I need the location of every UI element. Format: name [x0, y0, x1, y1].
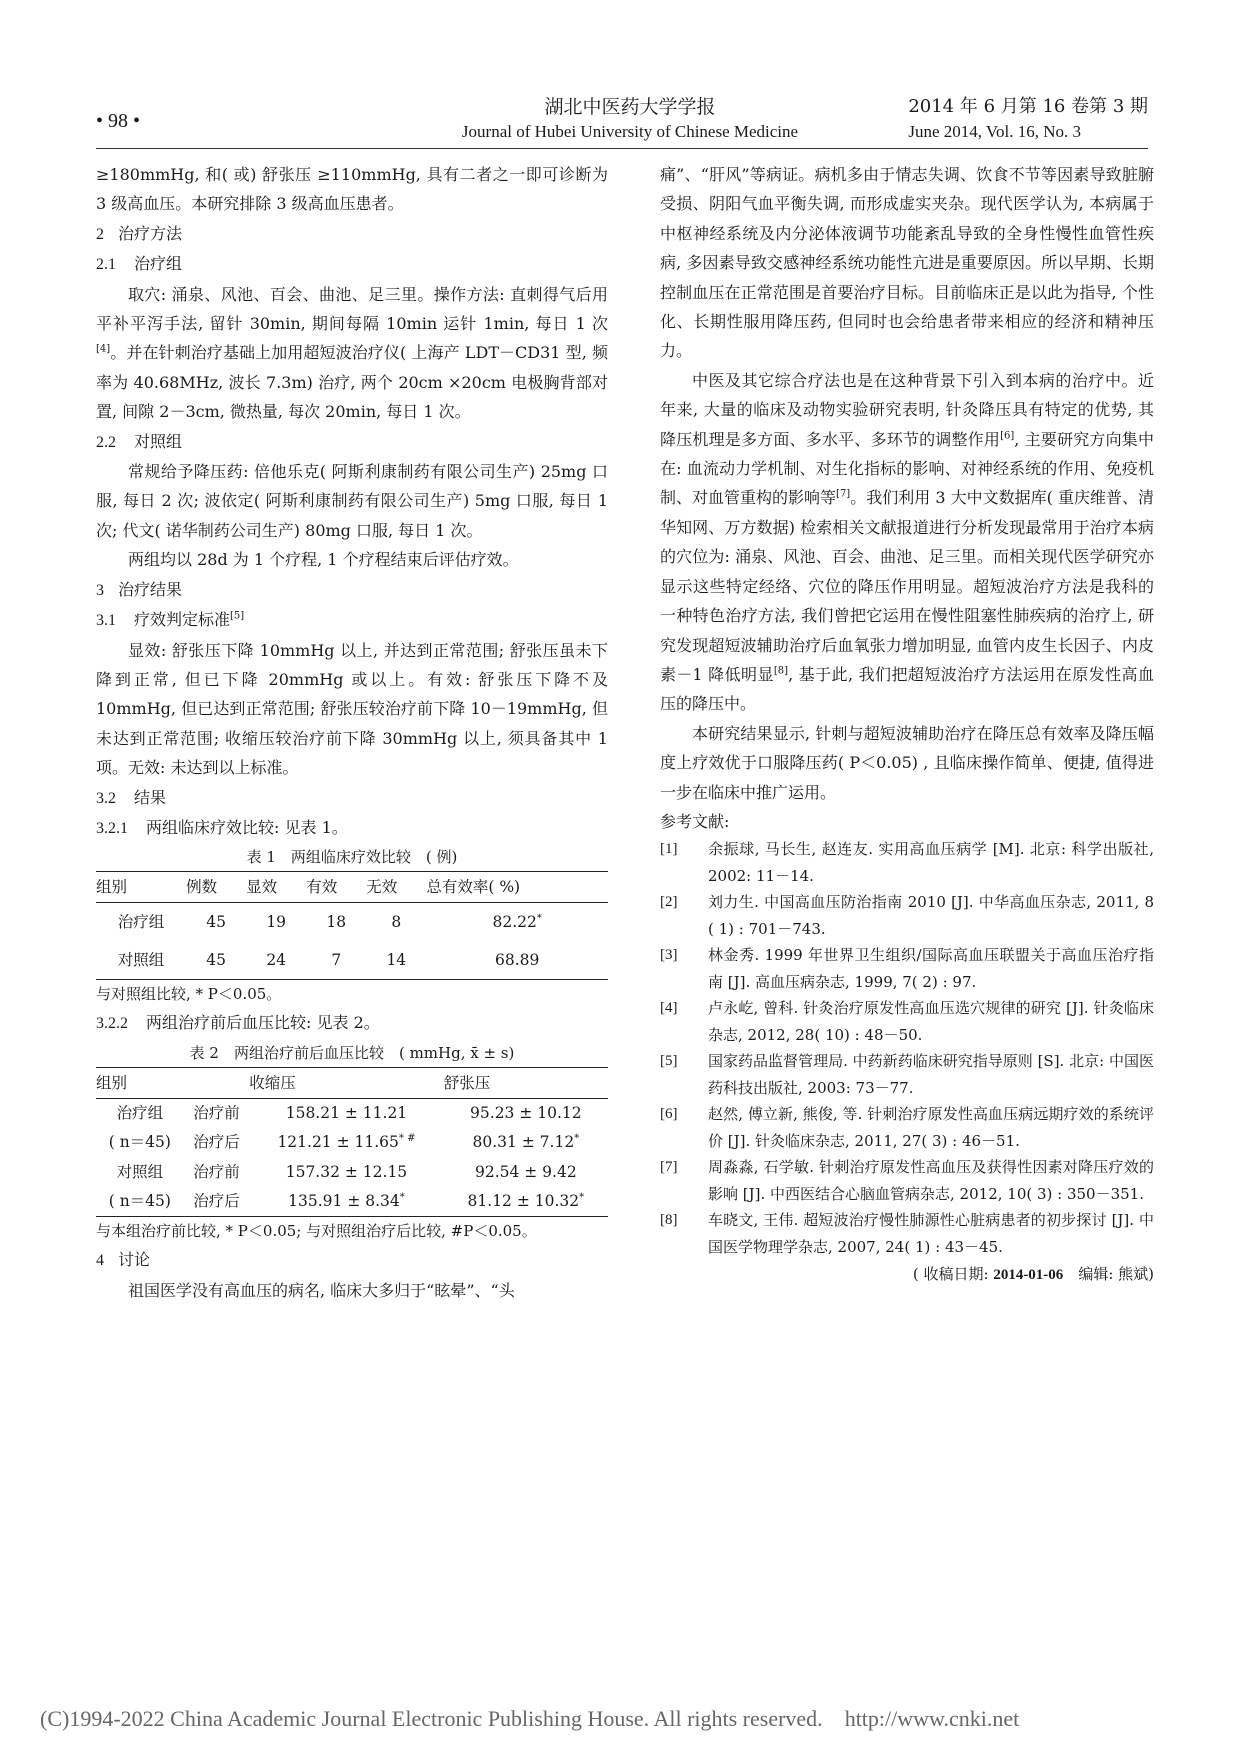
table-cell: 治疗组 [117, 912, 165, 931]
section-4-heading [96, 1245, 608, 1275]
section-number: 3 [96, 581, 104, 599]
table-2-note: 与本组治疗前比较, * P＜0.05; 与对照组治疗后比较, #P＜0.05。 [96, 1222, 537, 1241]
cell-value: 135.91 ± 8.34 [288, 1191, 400, 1210]
table-cell [444, 1158, 608, 1187]
section-number: 3.2 [96, 789, 116, 807]
references-title: 参考文献: [660, 811, 730, 831]
section-number: 3.2.1 [96, 819, 128, 837]
editor-info: 编辑: 熊斌) [1063, 1265, 1154, 1284]
intro-paragraph: ≥180mmHg, 和( 或) 舒张压 ≥110mmHg, 具有二者之一即可诊断为 3 级高血压。本研究排除 3 级高血压患者。 [96, 165, 608, 214]
table-cell: ( n＝45) [108, 1133, 171, 1152]
copyright-footer [40, 1706, 1019, 1732]
table-row [96, 903, 608, 942]
text-span: , 主要研究方向集中在: 血流动力学机制、对生化指标的影响、对神经系统的作用、免疫机制、对血管重构的影响等 [660, 429, 1154, 508]
table-header-cell: 有效 [306, 872, 366, 903]
table-cell [426, 941, 608, 980]
reference-item [660, 1207, 1154, 1260]
tcm-therapy-paragraph [660, 366, 1154, 719]
section-title: 两组治疗前后血压比较: 见表 2。 [146, 1013, 380, 1033]
table-cell: 治疗后 [184, 1187, 250, 1217]
table-cell: 治疗前 [193, 1162, 240, 1181]
section-2-1-heading [96, 249, 608, 279]
text-span: 中医及其它综合疗法也是在这种背景下引入到本病的治疗中。近年来, 大量的临床及动物实验研究表明, 针灸降压具有特定的优势, 其降压机理是多方面、多水平、多环节的调整作用 [660, 370, 1154, 449]
table-cell [444, 1187, 608, 1217]
course-paragraph: 两组均以 28d 为 1 个疗程, 1 个疗程结束后评估疗效。 [128, 550, 519, 570]
table-row [96, 1187, 608, 1217]
section-2-2-heading [96, 427, 608, 457]
significance-mark: * # [398, 1133, 416, 1144]
reference-text: 林金秀. 1999 年世界卫生组织/国际高血压联盟关于高血压治疗指南 [J]. 高血压病杂志, 1999, 7( 2) : 97. [708, 946, 1154, 991]
table-header-cell [184, 1067, 250, 1098]
table-cell [249, 1128, 443, 1157]
table-header-cell: 舒张压 [444, 1067, 608, 1098]
section-title: 治疗组 [134, 254, 183, 274]
text-span: 取穴: 涌泉、风池、百会、曲池、足三里。操作方法: 直刺得气后用平补平泻手法, 留针 30min, 期间每隔 10min 运针 1min, 每日 1 次 [96, 284, 608, 334]
section-title: 对照组 [134, 431, 183, 451]
section-title: 两组临床疗效比较: 见表 1。 [146, 817, 348, 837]
citation: [7] [836, 489, 851, 501]
section-title: 讨论 [118, 1250, 151, 1270]
table-row [96, 1098, 608, 1128]
significance-mark: * [574, 1133, 580, 1144]
cell-value: 81.12 ± 10.32 [467, 1191, 580, 1210]
table-cell: 对照组 [96, 941, 186, 980]
text-span: 。并在针刺治疗基础上加用超短波治疗仪( 上海产 LDT－CD31 型, 频率为 40.68MHz, 波长 7.3m) 治疗, 两个 20cm ×20cm 电极胸背部对置, 间隙 2－3cm, 微热量, 每次 20min, 每日 1 次。 [96, 343, 608, 422]
section-3-2-1-heading [96, 813, 608, 843]
section-title: 结果 [134, 787, 167, 807]
table-cell: 治疗后 [193, 1133, 240, 1152]
table-cell: 治疗组 [116, 1103, 164, 1122]
reference-number: [2] [660, 894, 678, 911]
table-cell [444, 1128, 608, 1157]
section-3-heading [96, 575, 608, 605]
text-span: 。我们利用 3 大中文数据库( 重庆维普、清华知网、万方数据) 检索相关文献报道进行分析发现最常用于治疗本病的穴位为: 涌泉、风池、百会、曲池、足三里。而相关现代医学研究亦显示这些特定经络、穴位的降压作用明显。超短波治疗方法是我科的一种特色治疗方法, 我们曾把它运用在慢性阻塞性肺疾病的治疗上, 研究发现超短波辅助治疗后血氧张力增加明显, 血管内皮生长因子、内皮素－1 降低明显 [660, 488, 1154, 684]
table-header-cell: 显效 [246, 872, 306, 903]
cell-value: 95.23 ± 10.12 [470, 1103, 582, 1122]
treatment-group-paragraph [96, 280, 608, 427]
journal-title-en: Journal of Hubei University of Chinese Medicine [461, 122, 799, 141]
reference-number: [3] [660, 947, 678, 964]
received-date: 2014-01-06 [993, 1267, 1064, 1284]
header-rule [96, 148, 1148, 149]
section-3-2-heading [96, 783, 608, 813]
conclusion-paragraph: 本研究结果显示, 针刺与超短波辅助治疗在降压总有效率及降压幅度上疗效优于口服降压药( P＜0.05) , 且临床操作简单、便捷, 值得进一步在临床中推广运用。 [660, 723, 1154, 802]
table-header-cell: 组别 [96, 1067, 184, 1098]
table-cell: 18 [326, 912, 347, 931]
cell-value: 68.89 [494, 950, 540, 969]
table-header-cell: 组别 [96, 872, 186, 903]
table-header-row [96, 1067, 608, 1098]
reference-number: [4] [660, 1000, 678, 1017]
table-cell: 治疗前 [193, 1103, 240, 1122]
section-number: 2.2 [96, 433, 116, 451]
received-prefix: ( 收稿日期: [912, 1265, 994, 1284]
table-header-cell: 收缩压 [249, 1067, 443, 1098]
section-2-heading [96, 219, 608, 249]
table-cell: 7 [306, 941, 366, 980]
table-header-cell: 例数 [186, 872, 246, 903]
section-3-2-2-heading [96, 1008, 608, 1038]
section-title: 治疗方法 [118, 223, 183, 243]
footer-url: http://www.cnki.net [844, 1706, 1020, 1731]
right-column [660, 160, 1154, 1289]
section-title: 治疗结果 [118, 579, 183, 599]
table-row [96, 941, 608, 980]
journal-title [420, 94, 840, 144]
cell-value: 121.21 ± 11.65 [277, 1133, 399, 1152]
reference-item [660, 836, 1154, 889]
table-header-cell: 无效 [366, 872, 426, 903]
table-cell [249, 1158, 443, 1187]
section-title: 疗效判定标准 [134, 610, 231, 630]
section-number: 2 [96, 225, 104, 243]
table-cell: 8 [391, 912, 402, 931]
table-2 [96, 1067, 608, 1218]
journal-title-cn: 湖北中医药大学学报 [544, 96, 716, 118]
received-date-line [660, 1260, 1154, 1289]
discussion-paragraph: 祖国医学没有高血压的病名, 临床大多归于“眩晕”、“头 [128, 1280, 515, 1300]
cell-value: 80.31 ± 7.12 [472, 1133, 575, 1152]
table-cell: 对照组 [116, 1162, 164, 1181]
table-cell: 45 [186, 941, 246, 980]
citation: [6] [1000, 430, 1015, 442]
discussion-continued-paragraph: 痛”、“肝风”等病证。病机多由于情志失调、饮食不节等因素导致脏腑受损、阴阳气血平衡失调, 而形成虚实夹杂。现代医学认为, 本病属于中枢神经系统及内分泌体液调节功能紊乱导致的全身性慢性血管性疾病, 多因素导致交感神经系统功能性亢进是重要原因。所以早期、长期控制血压在正常范围是首要治疗目标。目前临床正是以此为指导, 个性化、长期性服用降压药, 但同时也会给患者带来相应的经济和精神压力。 [660, 165, 1154, 361]
table-header-cell: 总有效率( %) [426, 872, 608, 903]
left-column [96, 160, 608, 1305]
issue-info-cn: 2014 年 6 月第 16 卷第 3 期 [908, 96, 1148, 117]
reference-text: 周淼淼, 石学敏. 针刺治疗原发性高血压及获得性因素对降压疗效的影响 [J]. 中西医结合心脑血管病杂志, 2012, 10( 3) : 350－351. [708, 1158, 1154, 1203]
table-cell: ( n＝45) [96, 1187, 184, 1217]
table-1 [96, 871, 608, 980]
reference-text: 余振球, 马长生, 赵连友. 实用高血压病学 [M]. 北京: 科学出版社, 2002: 11－14. [708, 840, 1154, 885]
reference-item [660, 1101, 1154, 1154]
reference-text: 刘力生. 中国高血压防治指南 2010 [J]. 中华高血压杂志, 2011, 8 ( 1) : 701－743. [708, 893, 1154, 938]
table-cell [249, 1098, 443, 1128]
section-number: 4 [96, 1252, 104, 1270]
section-number: 2.1 [96, 256, 116, 274]
reference-text: 车晓文, 王伟. 超短波治疗慢性肺源性心脏病患者的初步探讨 [J]. 中国医学物理学杂志, 2007, 24( 1) : 43－45. [708, 1211, 1154, 1256]
significance-mark: * [536, 912, 542, 924]
table-cell: 19 [266, 912, 287, 931]
copyright-text: (C)1994-2022 China Academic Journal Electronic Publishing House. All rights reserved. [40, 1706, 823, 1731]
reference-number: [8] [660, 1212, 678, 1229]
reference-item [660, 942, 1154, 995]
table-cell [426, 903, 608, 942]
page-number: • 98 • [96, 110, 141, 132]
reference-number: [1] [660, 841, 678, 858]
citation: [4] [96, 344, 111, 356]
cell-value: 157.32 ± 12.15 [285, 1162, 408, 1181]
table-cell [249, 1187, 443, 1217]
reference-number: [7] [660, 1159, 678, 1176]
table-1-caption: 表 1 两组临床疗效比较 ( 例) [246, 848, 458, 867]
reference-text: 国家药品监督管理局. 中药新药临床研究指导原则 [S]. 北京: 中国医药科技出版社, 2003: 73－77. [708, 1052, 1154, 1097]
reference-item [660, 889, 1154, 942]
criteria-paragraph: 显效: 舒张压下降 10mmHg 以上, 并达到正常范围; 舒张压虽未下降到正常, 但已下降 20mmHg 或以上。有效: 舒张压下降不及 10mmHg, 但已达到正常范围; 舒张压较治疗前下降 10－19mmHg, 但未达到正常范围; 收缩压较治疗前下降 30mmHg 以上, 须具备其中 1 项。无效: 未达到以上标准。 [96, 640, 608, 778]
reference-number: [5] [660, 1053, 678, 1070]
significance-mark: * [579, 1191, 585, 1203]
control-group-paragraph: 常规给予降压药: 倍他乐克( 阿斯利康制药有限公司生产) 25mg 口服, 每日 2 次; 波依定( 阿斯利康制药有限公司生产) 5mg 口服, 每日 1 次; 代文( 诺华制药公司生产) 80mg 口服, 每日 1 次。 [96, 462, 608, 540]
table-cell: 45 [206, 912, 226, 931]
table-2-caption: 表 2 两组治疗前后血压比较 ( mmHg, x̄ ± s) [189, 1043, 515, 1062]
issue-info [908, 94, 1148, 144]
text-span: , 基于此, 我们把超短波治疗方法运用在原发性高血压的降压中。 [660, 664, 1154, 714]
reference-list [660, 836, 1154, 1260]
significance-mark: * [399, 1191, 405, 1203]
table-header-row [96, 872, 608, 903]
reference-number: [6] [660, 1106, 678, 1123]
cell-value: 82.22 [492, 912, 537, 931]
reference-item [660, 1048, 1154, 1101]
table-cell: 24 [246, 941, 306, 980]
table-cell [444, 1098, 608, 1128]
section-number: 3.1 [96, 612, 116, 630]
section-number: 3.2.2 [96, 1015, 128, 1033]
citation: [8] [773, 665, 789, 677]
issue-info-en: June 2014, Vol. 16, No. 3 [908, 122, 1082, 141]
section-3-1-heading [96, 605, 608, 635]
reference-item [660, 1154, 1154, 1207]
cell-value: 158.21 ± 11.21 [285, 1103, 408, 1122]
citation: [5] [230, 610, 245, 622]
table-row [96, 1128, 608, 1157]
table-row [96, 1158, 608, 1187]
cell-value: 92.54 ± 9.42 [474, 1162, 577, 1181]
reference-text: 赵然, 傅立新, 熊俊, 等. 针刺治疗原发性高血压病远期疗效的系统评价 [J]. 针灸临床杂志, 2011, 27( 3) : 46－51. [708, 1105, 1154, 1150]
table-cell: 14 [366, 941, 426, 980]
reference-text: 卢永屹, 曾科. 针灸治疗原发性高血压选穴规律的研究 [J]. 针灸临床杂志, 2012, 28( 10) : 48－50. [708, 999, 1154, 1044]
table-1-note: 与对照组比较, * P＜0.05。 [96, 985, 282, 1004]
reference-item [660, 995, 1154, 1048]
